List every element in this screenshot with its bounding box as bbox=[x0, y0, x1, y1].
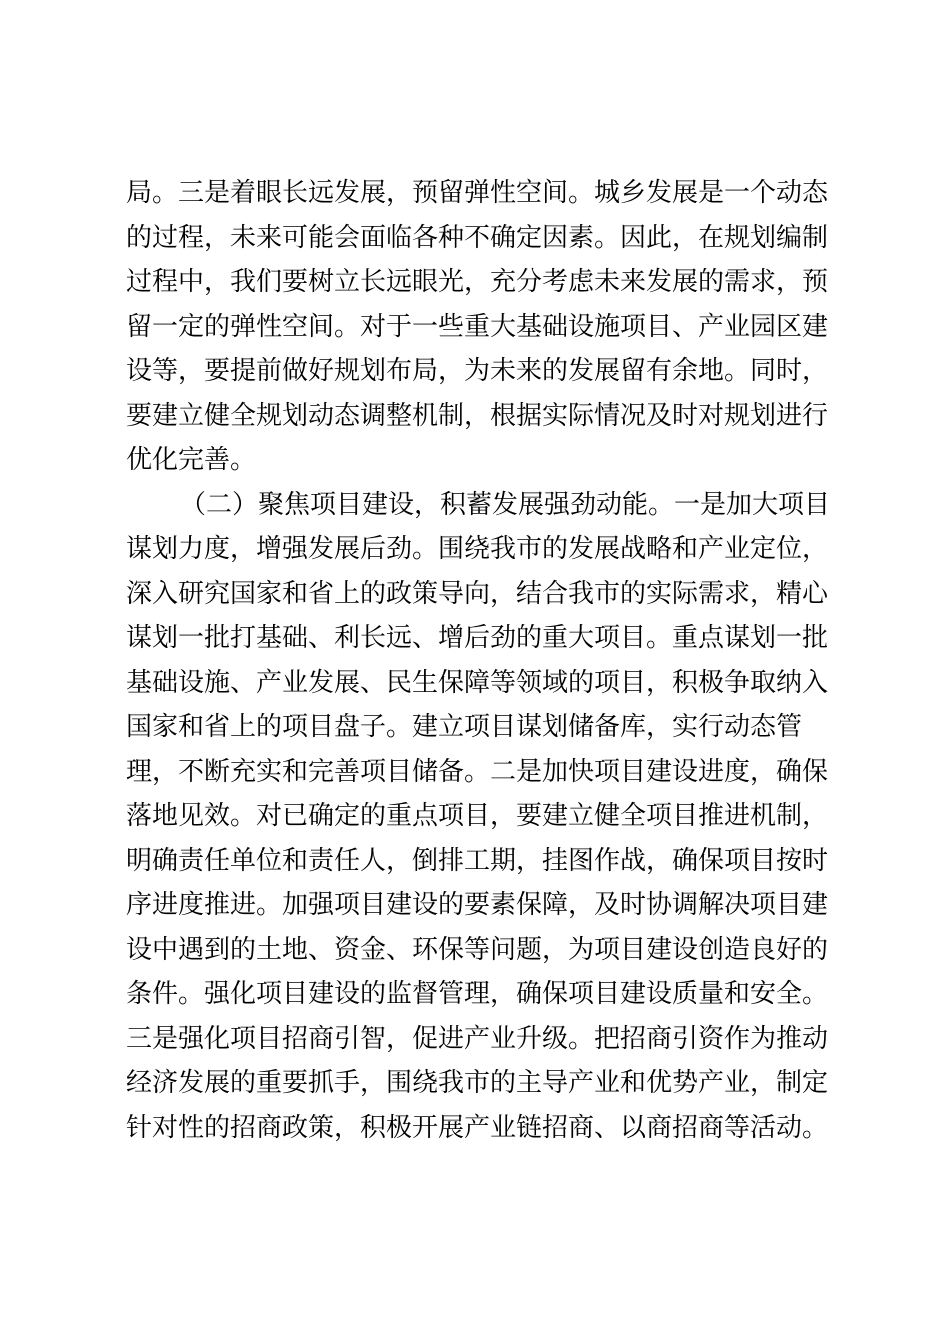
section-heading-line: （二）聚焦项目建设，积蓄发展强劲动能。一是加大项目 bbox=[180, 489, 831, 520]
text-line: 谋划一批打基础、利长远、增后劲的重大项目。重点谋划一批 bbox=[126, 623, 829, 653]
text-line: 经济发展的重要抓手，围绕我市的主导产业和优势产业，制定 bbox=[126, 1068, 829, 1098]
text-line: 的过程，未来可能会面临各种不确定因素。因此，在规划编制 bbox=[126, 222, 829, 253]
text-line: 基础设施、产业发展、民生保障等领域的项目，积极争取纳入 bbox=[126, 667, 829, 698]
text-line: 条件。强化项目建设的监督管理，确保项目建设质量和安全。 bbox=[126, 979, 829, 1009]
text-line: 设中遇到的土地、资金、环保等问题，为项目建设创造良好的 bbox=[126, 934, 829, 965]
text-line: 序进度推进。加强项目建设的要素保障，及时协调解决项目建 bbox=[126, 890, 829, 920]
text-line: 国家和省上的项目盘子。建立项目谋划储备库，实行动态管 bbox=[126, 712, 803, 742]
text-line: 针对性的招商政策，积极开展产业链招商、以商招商等活动。 bbox=[126, 1112, 829, 1143]
text-line: 要建立健全规划动态调整机制，根据实际情况及时对规划进行 bbox=[126, 400, 829, 431]
text-line: 局。三是着眼长远发展，预留弹性空间。城乡发展是一个动态 bbox=[126, 178, 829, 208]
text-line: 留一定的弹性空间。对于一些重大基础设施项目、产业园区建 bbox=[126, 311, 829, 342]
text-line: 明确责任单位和责任人，倒排工期，挂图作战，确保项目按时 bbox=[126, 845, 829, 876]
text-line: 优化完善。 bbox=[126, 445, 257, 475]
text-line: 谋划力度，增强发展后劲。围绕我市的发展战略和产业定位， bbox=[126, 534, 829, 564]
text-line: 三是强化项目招商引智，促进产业升级。把招商引资作为推动 bbox=[126, 1023, 829, 1054]
text-line: 理，不断充实和完善项目储备。二是加快项目建设进度，确保 bbox=[126, 756, 829, 787]
text-line: 设等，要提前做好规划布局，为未来的发展留有余地。同时， bbox=[126, 356, 829, 386]
text-line: 落地见效。对已确定的重点项目，要建立健全项目推进机制， bbox=[126, 801, 829, 831]
text-line: 过程中，我们要树立长远眼光，充分考虑未来发展的需求，预 bbox=[126, 267, 829, 297]
text-line: 深入研究国家和省上的政策导向，结合我市的实际需求，精心 bbox=[126, 578, 829, 609]
